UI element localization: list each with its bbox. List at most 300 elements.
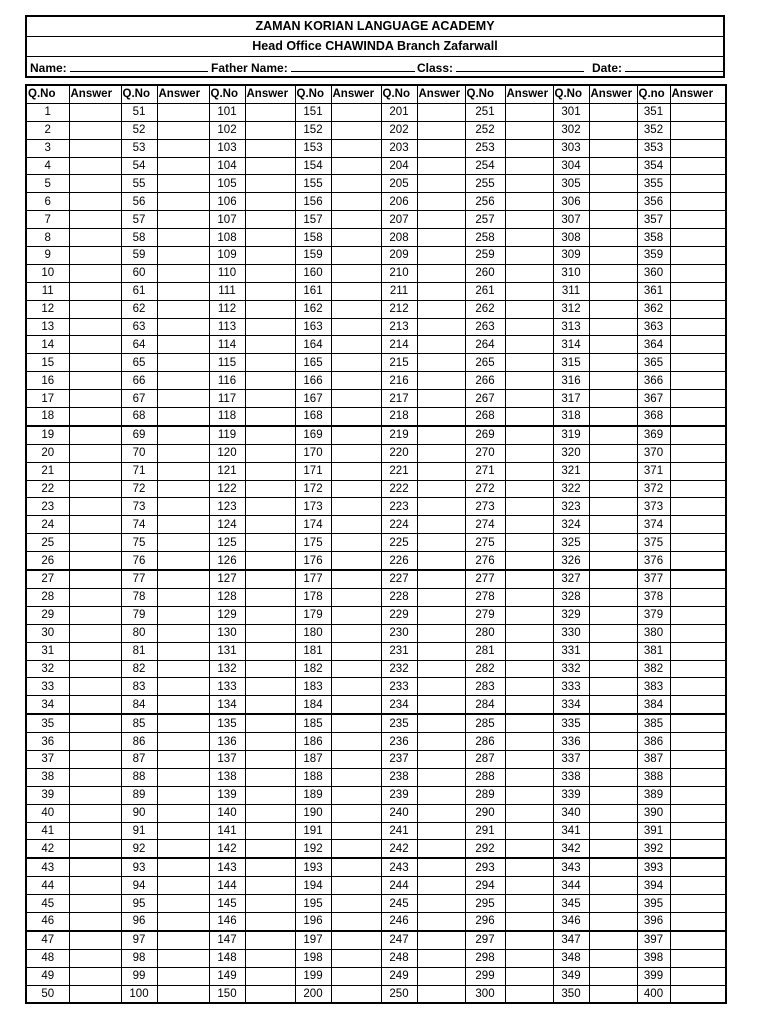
answer-cell[interactable] [69, 444, 121, 462]
answer-cell[interactable] [69, 534, 121, 552]
answer-cell[interactable] [69, 121, 121, 139]
answer-cell[interactable] [157, 516, 209, 534]
answer-cell[interactable] [245, 121, 295, 139]
answer-cell[interactable] [670, 480, 726, 498]
answer-cell[interactable] [670, 193, 726, 211]
answer-cell[interactable] [417, 139, 465, 157]
answer-cell[interactable] [157, 426, 209, 444]
answer-cell[interactable] [417, 624, 465, 642]
answer-cell[interactable] [505, 264, 553, 282]
answer-cell[interactable] [69, 552, 121, 570]
answer-cell[interactable] [69, 462, 121, 480]
answer-cell[interactable] [245, 678, 295, 696]
answer-cell[interactable] [417, 229, 465, 247]
answer-cell[interactable] [505, 462, 553, 480]
answer-cell[interactable] [245, 282, 295, 300]
answer-cell[interactable] [245, 462, 295, 480]
answer-cell[interactable] [670, 282, 726, 300]
answer-cell[interactable] [670, 426, 726, 444]
answer-cell[interactable] [331, 247, 381, 265]
answer-cell[interactable] [157, 480, 209, 498]
answer-cell[interactable] [670, 103, 726, 121]
class-field[interactable] [417, 60, 584, 75]
answer-cell[interactable] [589, 949, 637, 967]
answer-cell[interactable] [505, 516, 553, 534]
answer-cell[interactable] [589, 678, 637, 696]
answer-cell[interactable] [69, 949, 121, 967]
answer-cell[interactable] [589, 624, 637, 642]
answer-cell[interactable] [245, 804, 295, 822]
answer-cell[interactable] [505, 372, 553, 390]
answer-cell[interactable] [69, 858, 121, 876]
answer-cell[interactable] [157, 606, 209, 624]
answer-cell[interactable] [417, 372, 465, 390]
answer-cell[interactable] [245, 931, 295, 949]
answer-cell[interactable] [157, 390, 209, 408]
answer-cell[interactable] [331, 121, 381, 139]
answer-cell[interactable] [69, 103, 121, 121]
answer-cell[interactable] [505, 300, 553, 318]
answer-cell[interactable] [331, 318, 381, 336]
answer-cell[interactable] [589, 139, 637, 157]
answer-cell[interactable] [245, 139, 295, 157]
answer-cell[interactable] [589, 462, 637, 480]
answer-cell[interactable] [331, 462, 381, 480]
answer-cell[interactable] [670, 696, 726, 714]
answer-cell[interactable] [670, 157, 726, 175]
answer-cell[interactable] [505, 390, 553, 408]
answer-cell[interactable] [245, 912, 295, 930]
answer-cell[interactable] [331, 877, 381, 895]
answer-cell[interactable] [157, 985, 209, 1003]
answer-cell[interactable] [505, 175, 553, 193]
answer-cell[interactable] [670, 139, 726, 157]
answer-cell[interactable] [417, 786, 465, 804]
answer-cell[interactable] [331, 912, 381, 930]
answer-cell[interactable] [670, 967, 726, 985]
answer-cell[interactable] [417, 211, 465, 229]
answer-cell[interactable] [670, 354, 726, 372]
answer-cell[interactable] [589, 103, 637, 121]
answer-cell[interactable] [157, 157, 209, 175]
answer-cell[interactable] [331, 750, 381, 768]
answer-cell[interactable] [670, 336, 726, 354]
answer-cell[interactable] [417, 858, 465, 876]
answer-cell[interactable] [417, 462, 465, 480]
answer-cell[interactable] [589, 193, 637, 211]
answer-cell[interactable] [245, 949, 295, 967]
answer-cell[interactable] [670, 768, 726, 786]
answer-cell[interactable] [417, 516, 465, 534]
answer-cell[interactable] [69, 175, 121, 193]
answer-cell[interactable] [331, 498, 381, 516]
answer-cell[interactable] [157, 211, 209, 229]
answer-cell[interactable] [670, 300, 726, 318]
answer-cell[interactable] [245, 768, 295, 786]
answer-cell[interactable] [505, 480, 553, 498]
answer-cell[interactable] [331, 193, 381, 211]
answer-cell[interactable] [157, 336, 209, 354]
answer-cell[interactable] [505, 895, 553, 913]
answer-cell[interactable] [670, 318, 726, 336]
answer-cell[interactable] [670, 660, 726, 678]
answer-cell[interactable] [670, 750, 726, 768]
answer-cell[interactable] [69, 840, 121, 858]
answer-cell[interactable] [69, 678, 121, 696]
answer-cell[interactable] [69, 157, 121, 175]
answer-cell[interactable] [331, 570, 381, 588]
answer-cell[interactable] [245, 175, 295, 193]
answer-cell[interactable] [417, 949, 465, 967]
answer-cell[interactable] [417, 121, 465, 139]
answer-cell[interactable] [245, 264, 295, 282]
answer-cell[interactable] [331, 967, 381, 985]
answer-cell[interactable] [670, 588, 726, 606]
answer-cell[interactable] [157, 193, 209, 211]
answer-cell[interactable] [589, 444, 637, 462]
answer-cell[interactable] [69, 895, 121, 913]
answer-cell[interactable] [505, 786, 553, 804]
answer-cell[interactable] [670, 247, 726, 265]
answer-cell[interactable] [417, 336, 465, 354]
answer-cell[interactable] [505, 912, 553, 930]
answer-cell[interactable] [245, 211, 295, 229]
answer-cell[interactable] [417, 931, 465, 949]
answer-cell[interactable] [417, 985, 465, 1003]
answer-cell[interactable] [417, 390, 465, 408]
answer-cell[interactable] [417, 264, 465, 282]
answer-cell[interactable] [505, 211, 553, 229]
answer-cell[interactable] [670, 678, 726, 696]
answer-cell[interactable] [505, 768, 553, 786]
answer-cell[interactable] [505, 534, 553, 552]
answer-cell[interactable] [417, 588, 465, 606]
answer-cell[interactable] [69, 336, 121, 354]
answer-cell[interactable] [589, 426, 637, 444]
answer-cell[interactable] [417, 750, 465, 768]
answer-cell[interactable] [69, 354, 121, 372]
answer-cell[interactable] [589, 390, 637, 408]
answer-cell[interactable] [589, 660, 637, 678]
answer-cell[interactable] [331, 300, 381, 318]
answer-cell[interactable] [69, 282, 121, 300]
answer-cell[interactable] [505, 498, 553, 516]
answer-cell[interactable] [331, 336, 381, 354]
answer-cell[interactable] [670, 606, 726, 624]
answer-cell[interactable] [505, 877, 553, 895]
answer-cell[interactable] [505, 606, 553, 624]
answer-cell[interactable] [245, 588, 295, 606]
answer-cell[interactable] [417, 354, 465, 372]
answer-cell[interactable] [157, 534, 209, 552]
answer-cell[interactable] [670, 516, 726, 534]
answer-cell[interactable] [331, 139, 381, 157]
answer-cell[interactable] [69, 229, 121, 247]
answer-cell[interactable] [670, 534, 726, 552]
answer-cell[interactable] [505, 121, 553, 139]
answer-cell[interactable] [589, 642, 637, 660]
answer-cell[interactable] [417, 895, 465, 913]
answer-cell[interactable] [69, 768, 121, 786]
answer-cell[interactable] [505, 949, 553, 967]
answer-cell[interactable] [157, 552, 209, 570]
answer-cell[interactable] [157, 714, 209, 732]
answer-cell[interactable] [417, 768, 465, 786]
answer-cell[interactable] [245, 967, 295, 985]
answer-cell[interactable] [670, 949, 726, 967]
answer-cell[interactable] [157, 912, 209, 930]
answer-cell[interactable] [157, 121, 209, 139]
answer-cell[interactable] [157, 642, 209, 660]
answer-cell[interactable] [245, 103, 295, 121]
answer-cell[interactable] [69, 642, 121, 660]
answer-cell[interactable] [670, 372, 726, 390]
answer-cell[interactable] [331, 786, 381, 804]
answer-cell[interactable] [505, 696, 553, 714]
answer-cell[interactable] [157, 354, 209, 372]
answer-cell[interactable] [417, 822, 465, 840]
answer-cell[interactable] [245, 444, 295, 462]
answer-cell[interactable] [589, 300, 637, 318]
answer-cell[interactable] [245, 733, 295, 751]
answer-cell[interactable] [670, 570, 726, 588]
answer-cell[interactable] [505, 678, 553, 696]
answer-cell[interactable] [505, 931, 553, 949]
answer-cell[interactable] [245, 858, 295, 876]
answer-cell[interactable] [331, 931, 381, 949]
answer-cell[interactable] [69, 516, 121, 534]
answer-cell[interactable] [670, 642, 726, 660]
answer-cell[interactable] [331, 175, 381, 193]
answer-cell[interactable] [245, 318, 295, 336]
answer-cell[interactable] [69, 877, 121, 895]
answer-cell[interactable] [417, 480, 465, 498]
answer-cell[interactable] [157, 408, 209, 426]
answer-cell[interactable] [505, 444, 553, 462]
answer-cell[interactable] [331, 678, 381, 696]
answer-cell[interactable] [331, 733, 381, 751]
answer-cell[interactable] [157, 858, 209, 876]
answer-cell[interactable] [331, 949, 381, 967]
answer-cell[interactable] [589, 895, 637, 913]
answer-cell[interactable] [589, 588, 637, 606]
answer-cell[interactable] [670, 121, 726, 139]
answer-cell[interactable] [245, 606, 295, 624]
answer-cell[interactable] [245, 498, 295, 516]
answer-cell[interactable] [670, 912, 726, 930]
answer-cell[interactable] [505, 588, 553, 606]
answer-cell[interactable] [589, 516, 637, 534]
answer-cell[interactable] [69, 786, 121, 804]
answer-cell[interactable] [331, 768, 381, 786]
answer-cell[interactable] [245, 426, 295, 444]
answer-cell[interactable] [670, 877, 726, 895]
answer-cell[interactable] [417, 678, 465, 696]
answer-cell[interactable] [157, 840, 209, 858]
answer-cell[interactable] [331, 588, 381, 606]
answer-cell[interactable] [589, 408, 637, 426]
answer-cell[interactable] [670, 624, 726, 642]
answer-cell[interactable] [589, 211, 637, 229]
answer-cell[interactable] [331, 534, 381, 552]
answer-cell[interactable] [69, 193, 121, 211]
answer-cell[interactable] [331, 606, 381, 624]
answer-cell[interactable] [157, 931, 209, 949]
answer-cell[interactable] [69, 211, 121, 229]
father-name-field[interactable] [211, 60, 415, 75]
answer-cell[interactable] [245, 534, 295, 552]
answer-cell[interactable] [69, 426, 121, 444]
answer-cell[interactable] [505, 822, 553, 840]
answer-cell[interactable] [331, 408, 381, 426]
answer-cell[interactable] [69, 660, 121, 678]
answer-cell[interactable] [505, 193, 553, 211]
answer-cell[interactable] [417, 570, 465, 588]
answer-cell[interactable] [505, 157, 553, 175]
answer-cell[interactable] [245, 408, 295, 426]
answer-cell[interactable] [245, 193, 295, 211]
answer-cell[interactable] [245, 822, 295, 840]
answer-cell[interactable] [331, 354, 381, 372]
answer-cell[interactable] [417, 426, 465, 444]
answer-cell[interactable] [331, 480, 381, 498]
answer-cell[interactable] [505, 229, 553, 247]
answer-cell[interactable] [331, 660, 381, 678]
answer-cell[interactable] [157, 877, 209, 895]
answer-cell[interactable] [505, 733, 553, 751]
answer-cell[interactable] [417, 912, 465, 930]
answer-cell[interactable] [331, 426, 381, 444]
answer-cell[interactable] [417, 103, 465, 121]
answer-cell[interactable] [670, 858, 726, 876]
answer-cell[interactable] [505, 318, 553, 336]
answer-cell[interactable] [417, 175, 465, 193]
answer-cell[interactable] [157, 733, 209, 751]
answer-cell[interactable] [69, 714, 121, 732]
answer-cell[interactable] [157, 372, 209, 390]
answer-cell[interactable] [245, 840, 295, 858]
answer-cell[interactable] [331, 372, 381, 390]
answer-cell[interactable] [245, 390, 295, 408]
answer-cell[interactable] [589, 570, 637, 588]
answer-cell[interactable] [589, 967, 637, 985]
answer-cell[interactable] [157, 570, 209, 588]
answer-cell[interactable] [417, 714, 465, 732]
answer-cell[interactable] [505, 426, 553, 444]
answer-cell[interactable] [331, 444, 381, 462]
answer-cell[interactable] [589, 750, 637, 768]
answer-cell[interactable] [157, 967, 209, 985]
answer-cell[interactable] [69, 300, 121, 318]
answer-cell[interactable] [505, 714, 553, 732]
answer-cell[interactable] [670, 786, 726, 804]
answer-cell[interactable] [69, 750, 121, 768]
answer-cell[interactable] [157, 696, 209, 714]
answer-cell[interactable] [417, 804, 465, 822]
answer-cell[interactable] [331, 840, 381, 858]
answer-cell[interactable] [589, 372, 637, 390]
answer-cell[interactable] [670, 552, 726, 570]
answer-cell[interactable] [331, 516, 381, 534]
answer-cell[interactable] [69, 408, 121, 426]
answer-cell[interactable] [417, 157, 465, 175]
answer-cell[interactable] [670, 733, 726, 751]
answer-cell[interactable] [157, 318, 209, 336]
answer-cell[interactable] [505, 103, 553, 121]
answer-cell[interactable] [670, 822, 726, 840]
answer-cell[interactable] [157, 588, 209, 606]
answer-cell[interactable] [589, 714, 637, 732]
answer-cell[interactable] [69, 372, 121, 390]
answer-cell[interactable] [331, 552, 381, 570]
answer-cell[interactable] [331, 103, 381, 121]
answer-cell[interactable] [589, 354, 637, 372]
answer-cell[interactable] [157, 804, 209, 822]
answer-cell[interactable] [69, 318, 121, 336]
answer-cell[interactable] [331, 211, 381, 229]
answer-cell[interactable] [505, 139, 553, 157]
answer-cell[interactable] [670, 462, 726, 480]
answer-cell[interactable] [589, 229, 637, 247]
answer-cell[interactable] [245, 354, 295, 372]
answer-cell[interactable] [670, 408, 726, 426]
answer-cell[interactable] [331, 282, 381, 300]
answer-cell[interactable] [505, 804, 553, 822]
answer-cell[interactable] [331, 858, 381, 876]
answer-cell[interactable] [670, 229, 726, 247]
answer-cell[interactable] [331, 985, 381, 1003]
answer-cell[interactable] [245, 786, 295, 804]
answer-cell[interactable] [670, 390, 726, 408]
answer-cell[interactable] [245, 877, 295, 895]
answer-cell[interactable] [417, 877, 465, 895]
answer-cell[interactable] [245, 750, 295, 768]
answer-cell[interactable] [245, 714, 295, 732]
answer-cell[interactable] [589, 804, 637, 822]
answer-cell[interactable] [589, 157, 637, 175]
answer-cell[interactable] [331, 264, 381, 282]
name-field[interactable] [30, 60, 208, 75]
answer-cell[interactable] [69, 985, 121, 1003]
answer-cell[interactable] [245, 642, 295, 660]
answer-cell[interactable] [69, 139, 121, 157]
answer-cell[interactable] [157, 498, 209, 516]
answer-cell[interactable] [417, 408, 465, 426]
answer-cell[interactable] [417, 642, 465, 660]
answer-cell[interactable] [69, 804, 121, 822]
answer-cell[interactable] [589, 985, 637, 1003]
answer-cell[interactable] [157, 768, 209, 786]
answer-cell[interactable] [417, 552, 465, 570]
answer-cell[interactable] [670, 714, 726, 732]
answer-cell[interactable] [589, 175, 637, 193]
answer-cell[interactable] [589, 733, 637, 751]
answer-cell[interactable] [157, 660, 209, 678]
answer-cell[interactable] [505, 336, 553, 354]
answer-cell[interactable] [245, 247, 295, 265]
answer-cell[interactable] [157, 624, 209, 642]
answer-cell[interactable] [589, 822, 637, 840]
answer-cell[interactable] [589, 534, 637, 552]
answer-cell[interactable] [417, 193, 465, 211]
answer-cell[interactable] [245, 624, 295, 642]
answer-cell[interactable] [589, 480, 637, 498]
answer-cell[interactable] [417, 733, 465, 751]
answer-cell[interactable] [417, 840, 465, 858]
answer-cell[interactable] [245, 336, 295, 354]
answer-cell[interactable] [331, 804, 381, 822]
answer-cell[interactable] [670, 175, 726, 193]
